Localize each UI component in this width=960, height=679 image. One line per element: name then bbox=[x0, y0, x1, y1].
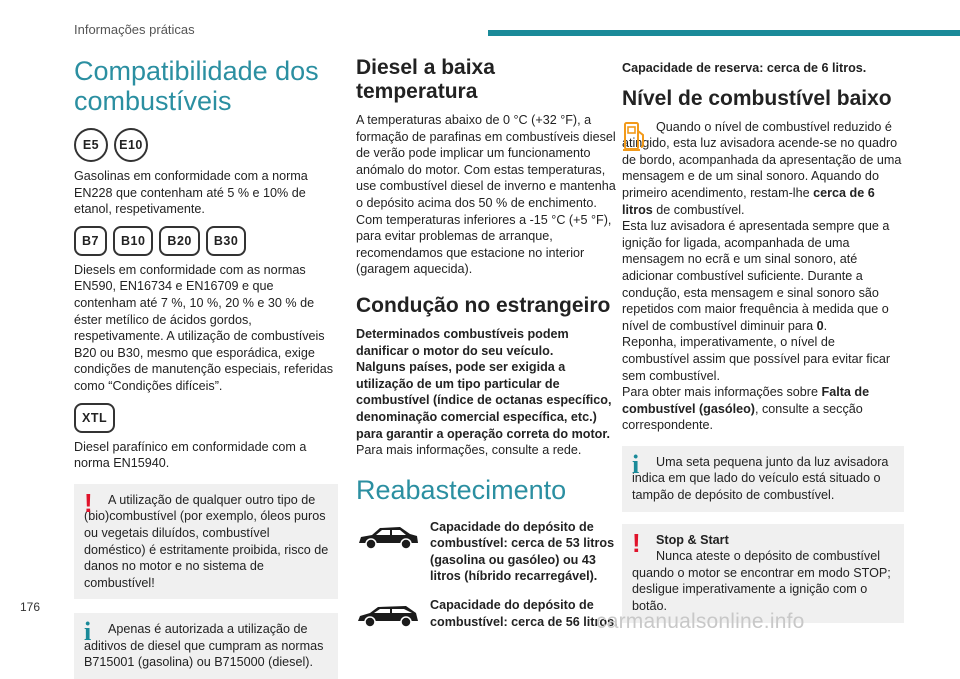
column-diesel-and-refuel bbox=[356, 56, 620, 631]
capacity-text-2: Capacidade do depósito de combustível: cerca de 56 litros. bbox=[430, 598, 618, 629]
heading-low-temperature: Diesel a baixa temperatura bbox=[356, 56, 495, 103]
low-fuel-text bbox=[622, 119, 904, 434]
low-fuel-text-part1: Quando o nível de combustível reduzido é atingido, esta luz avisadora acende-se no quadro de bordo, acompanhada da apresentação de uma mensagem e de um sinal sonoro. Aquando do primeiro acendimento, restam-lhe bbox=[622, 119, 902, 200]
page-number: 176 bbox=[20, 600, 41, 614]
info-text: Apenas é autorizada a utilização de aditivos de diesel que cumpram as normas B715001 (gasolina) ou B715000 (diesel). bbox=[84, 622, 324, 670]
low-fuel-text-part2: de combustível. Esta luz avisadora é apresentada sempre que a ignição for ligada, acompanhada de uma mensagem no ecrã e um sinal sonoro, até adicionar combustível suficiente. Durante a condução, esta mensagem e sinal sonoro são repetidos com maior frequência à medida que o nível de combustível diminuir para bbox=[622, 202, 890, 333]
estate-car-icon bbox=[356, 601, 420, 631]
badge-e10-icon: E10 bbox=[114, 128, 148, 162]
heading-low-fuel: Nível de combustível baixo bbox=[622, 86, 892, 110]
heading-driving-abroad: Condução no estrangeiro bbox=[356, 293, 611, 317]
warning-text: A utilização de qualquer outro tipo de (bio)combustível (por exemplo, óleos puros ou vegetais diluídos, combustível doméstico) é estritamente proibida, risco de danos no motor e no sistema de combustível! bbox=[84, 492, 329, 590]
info-icon: i bbox=[84, 617, 92, 647]
stop-start-title: Stop & Start bbox=[656, 532, 729, 547]
abroad-text: Para mais informações, consulte a rede. bbox=[356, 443, 582, 458]
badge-b20-icon: B20 bbox=[159, 226, 199, 256]
column-fuel-compatibility bbox=[74, 56, 338, 679]
badge-xtl-icon: XTL bbox=[74, 403, 115, 433]
fuel-flap-info-box bbox=[622, 446, 904, 512]
petrol-text: Gasolinas em conformidade com a norma EN228 que contenham até 5 % e 10% de etanol, respetivamente. bbox=[74, 169, 308, 217]
badge-e5-icon: E5 bbox=[74, 128, 108, 162]
low-temperature-text: A temperaturas abaixo de 0 °C (+32 °F), a formação de parafinas em combustíveis diesel de verão pode implicar um funcionamento anómalo do motor. Com estas temperaturas, use combustível diesel de inverno e mantenha o depósito acima dos 50 % de enchimento. Com temperaturas inferiores a -15 °C (+5 °F), para evitar problemas de arranque, recomendamos que estacione no interior (garagem aquecida). bbox=[356, 113, 616, 277]
heading-refuelling: Reabastecimento bbox=[356, 474, 567, 505]
diesel-text: Diesels em conformidade com as normas EN590, EN16734 e EN16709 e que contenham até 7 %, 10 %, 20 % e 30 % de éster metílico de ácidos gordos, respetivamente. A utilização de combustíveis B20 ou B30, mesmo que esporádica, exige condições de manutenção especiais, referidas como “Condições difíceis”. bbox=[74, 262, 334, 393]
low-fuel-text-part3: . Reponha, imperativamente, o nível de combustível assim que possível para evitar ficar sem combustível. Para obter mais informações sobre bbox=[622, 318, 891, 400]
abroad-warning-text: Determinados combustíveis podem danificar o motor do seu veículo. Nalguns países, pode ser exigida a utilização de um tipo particular de combustível (índice de octanas específico, denominação comercial específica, etc.) para garantir a operação correta do motor. bbox=[356, 326, 612, 441]
capacity-row-2 bbox=[356, 597, 620, 631]
badge-b10-icon: B10 bbox=[113, 226, 153, 256]
petrol-badges bbox=[74, 128, 338, 162]
low-fuel-bold-crossref: Falta de combustível (gasóleo) bbox=[622, 385, 870, 416]
xtl-badges bbox=[74, 403, 338, 433]
capacity-text-1: Capacidade do depósito de combustível: cerca de 53 litros (gasolina ou gasóleo) ou 43 litros (híbrido recarregável). bbox=[430, 519, 615, 584]
column-low-fuel bbox=[622, 56, 904, 623]
badge-b7-icon: B7 bbox=[74, 226, 107, 256]
low-fuel-bold-zero: 0 bbox=[816, 318, 824, 333]
stop-start-warning-box bbox=[622, 524, 904, 623]
warning-icon: ! bbox=[632, 527, 641, 558]
low-fuel-bold-remaining: cerca de 6 litros bbox=[622, 185, 875, 217]
suv-car-icon bbox=[356, 523, 420, 553]
badge-b30-icon: B30 bbox=[206, 226, 246, 256]
watermark: carmanualsonline.info bbox=[596, 610, 805, 633]
xtl-text: Diesel parafínico em conformidade com a norma EN15940. bbox=[74, 439, 307, 471]
info-box bbox=[74, 613, 338, 679]
diesel-badges bbox=[74, 226, 338, 256]
fuel-flap-info-text: Uma seta pequena junto da luz avisadora indica em que lado do veículo está situado o tampão de depósito de combustível. bbox=[632, 454, 889, 503]
warning-box bbox=[74, 484, 338, 600]
reserve-capacity: Capacidade de reserva: cerca de 6 litros. bbox=[622, 61, 867, 75]
header-accent-bar bbox=[488, 30, 960, 36]
fuel-warning-light-icon bbox=[622, 119, 648, 153]
capacity-row-1 bbox=[356, 519, 620, 585]
stop-start-text: Nunca ateste o depósito de combustível quando o motor se encontrar em modo STOP; desligue imperativamente a ignição com o botão. bbox=[632, 549, 891, 614]
info-icon: i bbox=[632, 449, 640, 479]
low-fuel-section bbox=[622, 119, 904, 434]
low-fuel-text-part4: , consulte a secção correspondente. bbox=[622, 401, 863, 433]
warning-icon: ! bbox=[84, 487, 93, 518]
heading-fuel-compatibility: Compatibilidade dos combustíveis bbox=[74, 56, 319, 116]
section-title: Informações práticas bbox=[74, 22, 195, 37]
